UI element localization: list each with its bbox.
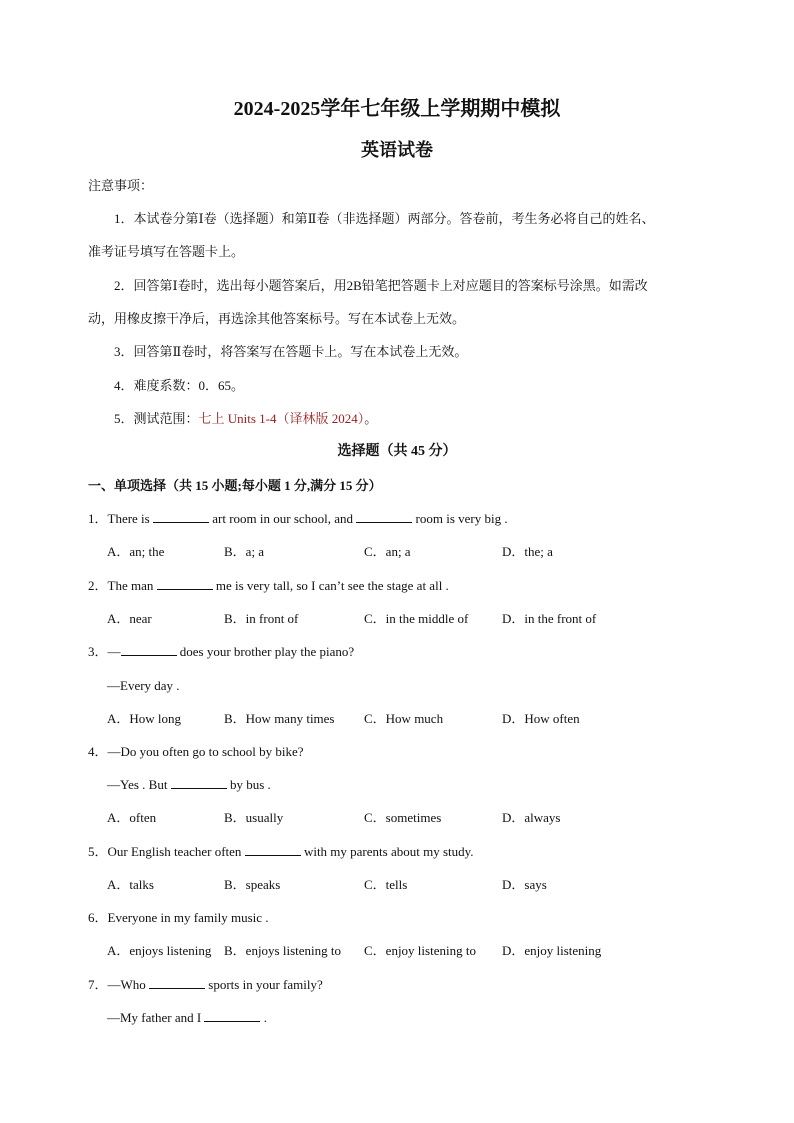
part-1-heading: 一、单项选择（共 15 小题;每小题 1 分,满分 15 分） [88, 478, 382, 493]
exam-title: 2024-2025学年七年级上学期期中模拟 [233, 98, 561, 120]
question-7-stem [88, 976, 323, 994]
question-7-reply-a: —My father and I [107, 1010, 205, 1025]
question-6-option-b: B．enjoys listening to [224, 943, 342, 958]
notice-item-2-line-1: 2．回答第Ⅰ卷时，选出每小题答案后，用2B铅笔把答题卡上对应题目的答案标号涂黑。如需改 [114, 278, 648, 293]
question-4-option-c: C．sometimes [364, 810, 442, 825]
question-3-text-b: does your brother play the piano? [176, 644, 355, 659]
question-2-option-b: B．in front of [224, 611, 299, 626]
question-3-text-a: 3．— [88, 644, 121, 659]
question-1-stem [88, 510, 508, 528]
question-3-option-d: D．How often [502, 711, 580, 726]
question-3-option-c: C．How much [364, 711, 444, 726]
question-5-option-d: D．says [502, 877, 547, 892]
answer-blank [149, 976, 205, 989]
answer-blank [204, 1009, 260, 1022]
question-3-stem [88, 643, 354, 661]
question-1-text-b: art room in our school, and [208, 511, 357, 526]
notice-item-5 [114, 410, 377, 428]
question-5-text-b: with my parents about my study. [300, 844, 474, 859]
question-6-option-c: C．enjoy listening to [364, 943, 476, 958]
answer-blank [121, 643, 177, 656]
notice-item-3: 3．回答第Ⅱ卷时，将答案写在答题卡上。写在本试卷上无效。 [114, 344, 468, 359]
notice-heading: 注意事项： [88, 178, 154, 193]
question-5-option-a: A．talks [107, 877, 154, 892]
notice-item-5-prefix: 5．测试范围： [114, 411, 199, 426]
question-6-stem: 6．Everyone in my family music . [88, 910, 269, 925]
question-3-option-b: B．How many times [224, 711, 335, 726]
question-2-stem [88, 577, 449, 595]
question-4-reply-a: —Yes . But [107, 777, 171, 792]
question-6-option-d: D．enjoy listening [502, 943, 602, 958]
notice-item-5-suffix: 。 [364, 411, 378, 426]
question-4-reply-b: by bus . [226, 777, 271, 792]
question-3-reply: —Every day . [107, 678, 180, 693]
question-1-option-c: C．an; a [364, 544, 411, 559]
question-4-option-b: B．usually [224, 810, 284, 825]
notice-item-1-line-2: 准考证号填写在答题卡上。 [88, 244, 245, 259]
answer-blank [245, 843, 301, 856]
question-1-text-c: room is very big . [412, 511, 508, 526]
question-5-option-c: C．tells [364, 877, 408, 892]
question-4-reply [107, 776, 271, 794]
answer-blank [171, 776, 227, 789]
question-5-option-b: B．speaks [224, 877, 281, 892]
test-range: 七上 Units 1-4（译林版 2024） [198, 411, 365, 426]
question-4-option-a: A．often [107, 810, 157, 825]
question-1-text-a: 1．There is [88, 511, 153, 526]
answer-blank [153, 510, 209, 523]
question-7-text-a: 7．—Who [88, 977, 150, 992]
question-3-option-a: A．How long [107, 711, 182, 726]
notice-item-4: 4．难度系数：0．65。 [114, 378, 245, 393]
question-6-option-a: A．enjoys listening [107, 943, 212, 958]
question-2-text-b: me is very tall, so I can’t see the stage at all . [212, 578, 449, 593]
question-7-reply-b: . [260, 1010, 267, 1025]
question-1-option-d: D．the; a [502, 544, 553, 559]
notice-item-2-line-2: 动，用橡皮擦干净后，再选涂其他答案标号。写在本试卷上无效。 [88, 311, 466, 326]
section-title: 选择题（共 45 分） [337, 444, 457, 459]
question-1-option-b: B．a; a [224, 544, 265, 559]
question-5-stem [88, 843, 474, 861]
question-4-option-d: D．always [502, 810, 561, 825]
exam-subtitle: 英语试卷 [361, 140, 433, 160]
question-1-option-a: A．an; the [107, 544, 165, 559]
answer-blank [356, 510, 412, 523]
notice-item-1-line-1: 1．本试卷分第Ⅰ卷（选择题）和第Ⅱ卷（非选择题）两部分。答卷前，考生务必将自己的姓名、 [114, 211, 655, 226]
answer-blank [157, 577, 213, 590]
question-2-option-c: C．in the middle of [364, 611, 469, 626]
question-7-reply [107, 1009, 267, 1027]
question-4-stem: 4．—Do you often go to school by bike? [88, 744, 304, 759]
question-2-option-d: D．in the front of [502, 611, 597, 626]
question-2-option-a: A．near [107, 611, 152, 626]
question-7-text-b: sports in your family? [205, 977, 323, 992]
question-5-text-a: 5．Our English teacher often [88, 844, 245, 859]
question-2-text-a: 2．The man [88, 578, 157, 593]
